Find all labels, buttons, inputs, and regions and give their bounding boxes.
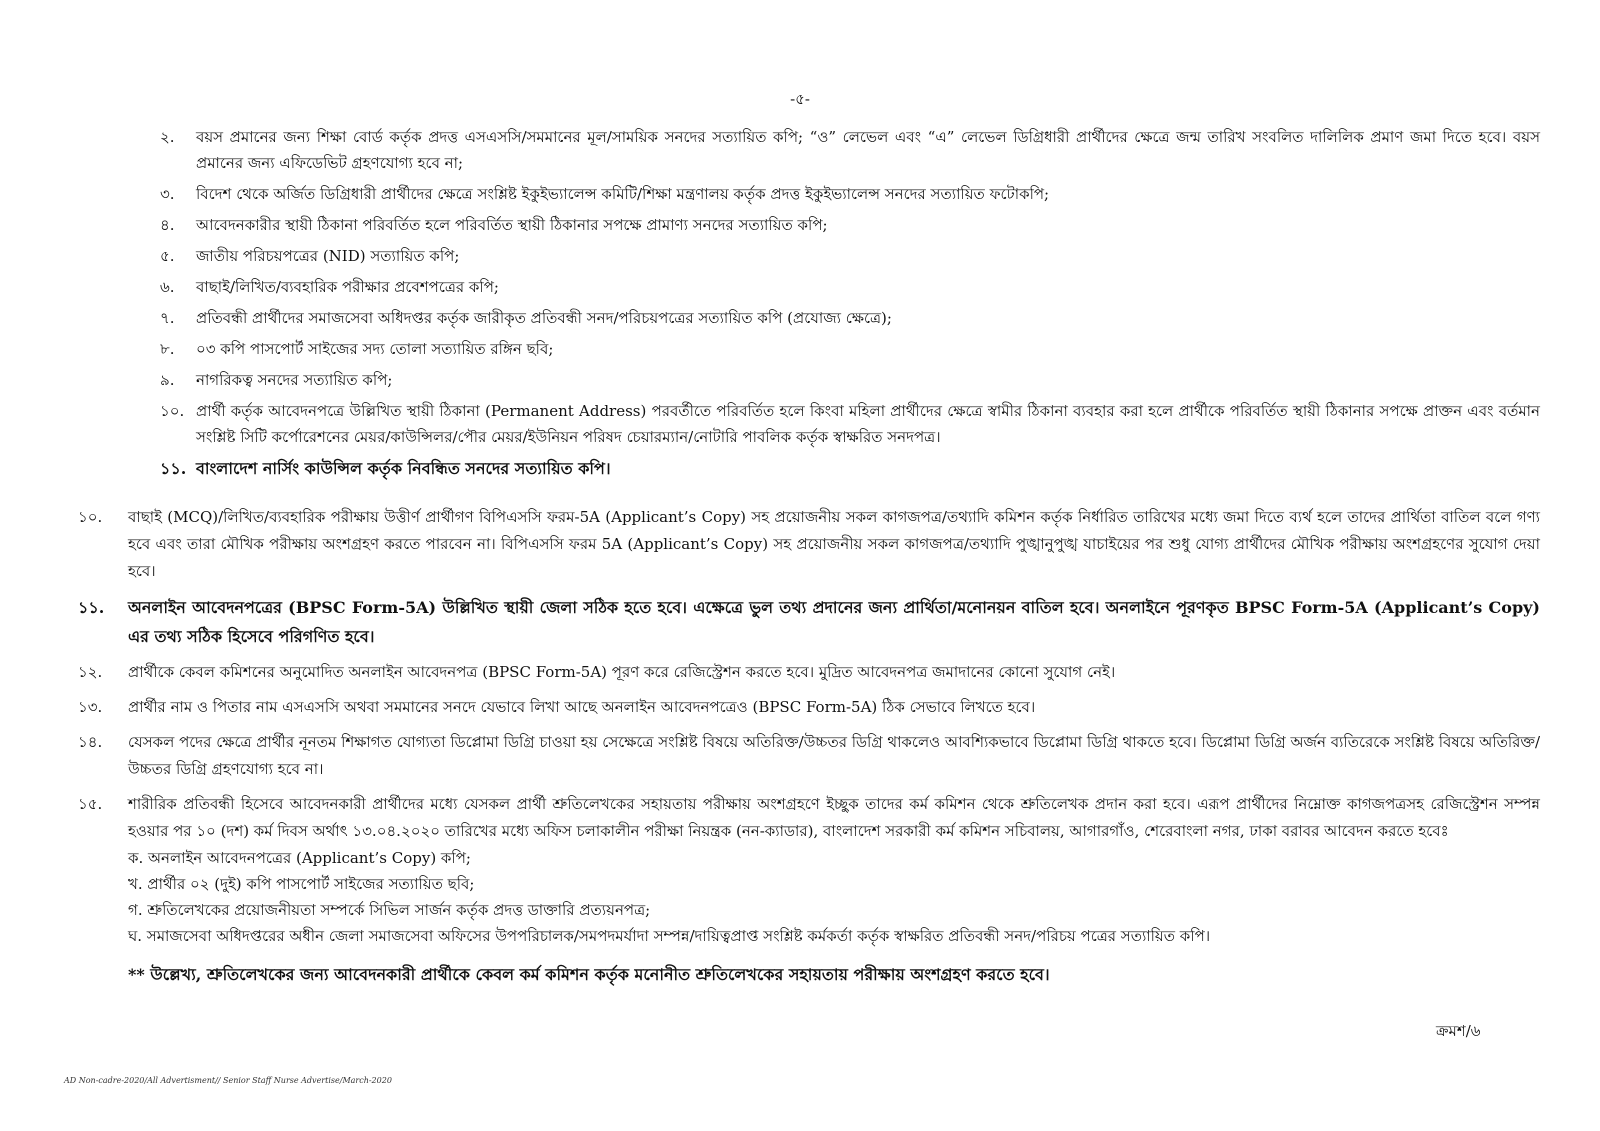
clause-item xyxy=(78,694,1540,721)
clause-text: যেসকল পদের ক্ষেত্রে প্রার্থীর নূনতম শিক্ষাগত যোগ্যতা ডিপ্লোমা ডিগ্রি চাওয়া হয় সেক্ষেত্রে সংশ্লিষ্ট বিষয়ে অতিরিক্ত/উচ্চতর ডিগ্রি থাকলেও আবশ্যিকভাবে ডিপ্লোমা ডিগ্রি থাকতে হবে। ডিপ্লোমা ডিগ্রি অর্জন ব্যতিরেকে সংশ্লিষ্ট বিষয়ে অতিরিক্ত/উচ্চতর ডিগ্রি গ্রহণযোগ্য হবে না। xyxy=(128,733,1540,778)
list-item-number: ৩. xyxy=(160,185,175,203)
list-item-text: বয়স প্রমানের জন্য শিক্ষা বোর্ড কর্তৃক প্রদত্ত এসএসসি/সমমানের মূল/সাময়িক সনদের সত্যায়িত কপি; “ও” লেভেল এবং “এ” লেভেল ডিগ্রিধারী প্রার্থীদের ক্ষেত্রে জন্ম তারিখ সংবলিত দালিলিক প্রমাণ জমা দিতে হবে। বয়স প্রমানের জন্য এফিডেভিট গ্রহণযোগ্য হবে না; xyxy=(196,128,1540,172)
footer-reference: AD Non-cadre-2020/All Advertisment// Senior Staff Nurse Advertise/March-2020 xyxy=(64,1076,392,1085)
list-item-text: আবেদনকারীর স্থায়ী ঠিকানা পরিবর্তিত হলে পরিবর্তিত স্থায়ী ঠিকানার সপক্ষে প্রামাণ্য সনদের সত্যায়িত কপি; xyxy=(196,216,828,234)
list-item-number: ৭. xyxy=(160,309,175,327)
list-item xyxy=(160,124,1540,176)
list-item xyxy=(160,336,1540,362)
clause-item xyxy=(78,729,1540,783)
clause-number: ১৫. xyxy=(78,795,103,813)
list-item-number: ৪. xyxy=(160,216,175,234)
clause-text: শারীরিক প্রতিবন্ধী হিসেবে আবেদনকারী প্রার্থীদের মধ্যে যেসকল প্রার্থী শ্রুতিলেখকের সহায়তায় পরীক্ষায় অংশগ্রহণে ইচ্ছুক তাদের কর্ম কমিশন থেকে শ্রুতিলেখক প্রদান করা হবে। এরূপ প্রার্থীদের নিম্নোক্ত কাগজপত্রসহ রেজিস্ট্রেশন সম্পন্ন হওয়ার পর ১০ (দশ) কর্ম দিবস অর্থাৎ ১৩.০৪.২০২০ তারিখের মধ্যে অফিস চলাকালীন পরীক্ষা নিয়ন্ত্রক (নন-ক্যাডার), বাংলাদেশ সরকারী কর্ম কমিশন সচিবালয়, আগারগাঁও, শেরেবাংলা নগর, ঢাকা বরাবর আবেদন করতে হবেঃ xyxy=(128,795,1540,840)
subitem: ক. অনলাইন আবেদনপত্রের (Applicant’s Copy) কপি; xyxy=(128,849,471,867)
clause-item xyxy=(78,659,1540,686)
list-item-text: জাতীয় পরিচয়পত্রের (NID) সত্যায়িত কপি; xyxy=(196,247,460,265)
clause-subitems xyxy=(128,845,1540,949)
list-item xyxy=(160,398,1540,450)
list-item-number: ২. xyxy=(160,128,175,146)
clause-text: বাছাই (MCQ)/লিখিত/ব্যবহারিক পরীক্ষায় উত্তীর্ণ প্রার্থীগণ বিপিএসসি ফরম-5A (Applicant’s Copy) সহ প্রয়োজনীয় সকল কাগজপত্র/তথ্যাদি কমিশন কর্তৃক নির্ধারিত তারিখের মধ্যে জমা দিতে ব্যর্থ হলে তাদের প্রার্থিতা বাতিল বলে গণ্য হবে এবং তারা মৌখিক পরীক্ষায় অংশগ্রহণ করতে পারবেন না। বিপিএসসি ফরম 5A (Applicant’s Copy) সহ প্রয়োজনীয় সকল কাগজপত্র/তথ্যাদি পুঙ্খানুপুঙ্খ যাচাইয়ের পর শুধু যোগ্য প্রার্থীদের মৌখিক পরীক্ষায় অংশগ্রহণের সুযোগ দেয়া হবে। xyxy=(128,508,1540,580)
list-item xyxy=(160,274,1540,300)
list-item-text: বাছাই/লিখিত/ব্যবহারিক পরীক্ষার প্রবেশপত্রের কপি; xyxy=(196,278,499,296)
document-main-list xyxy=(78,504,1540,957)
note-text: ** উল্লেখ্য, শ্রুতিলেখকের জন্য আবেদনকারী প্রার্থীকে কেবল কর্ম কমিশন কর্তৃক মনোনীত শ্রুতিলেখকের সহায়তায় পরীক্ষায় অংশগ্রহণ করতে হবে। xyxy=(128,965,1050,984)
clause-item xyxy=(78,791,1540,949)
list-item-number: ৯. xyxy=(160,371,175,389)
clause-number: ১৪. xyxy=(78,733,103,751)
list-item xyxy=(160,243,1540,269)
subitem: খ. প্রার্থীর ০২ (দুই) কপি পাসপোর্ট সাইজের সত্যায়িত ছবি; xyxy=(128,875,475,893)
clause-number: ১১. xyxy=(78,598,105,617)
clause-text: অনলাইন আবেদনপত্রের (BPSC Form-5A) উল্লিখিত স্থায়ী জেলা সঠিক হতে হবে। এক্ষেত্রে ভুল তথ্য প্রদানের জন্য প্রার্থিতা/মনোনয়ন বাতিল হবে। অনলাইনে পূরণকৃত BPSC Form-5A (Applicant’s Copy) এর তথ্য সঠিক হিসেবে পরিগণিত হবে। xyxy=(128,598,1540,646)
clause-text: প্রার্থীর নাম ও পিতার নাম এসএসসি অথবা সমমানের সনদে যেভাবে লিখা আছে অনলাইন আবেদনপত্রেও (BPSC Form-5A) ঠিক সেভাবে লিখতে হবে। xyxy=(128,698,1036,716)
list-item-number: ৫. xyxy=(160,247,175,265)
clause-item xyxy=(78,593,1540,651)
list-item-text: প্রার্থী কর্তৃক আবেদনপত্রে উল্লিখিত স্থায়ী ঠিকানা (Permanent Address) পরবর্তীতে পরিবর্তিত হলে কিংবা মহিলা প্রার্থীদের ক্ষেত্রে স্বামীর ঠিকানা ব্যবহার করা হলে প্রার্থীকে পরিবর্তিত স্থায়ী ঠিকানার সপক্ষে প্রাক্তন এবং বর্তমান সংশ্লিষ্ট সিটি কর্পোরেশনের মেয়র/কাউন্সিলর/পৌর মেয়র/ইউনিয়ন পরিষদ চেয়ারম্যান/নোটারি পাবলিক কর্তৃক স্বাক্ষরিত সনদপত্র। xyxy=(196,402,1540,446)
clause-number: ১০. xyxy=(78,508,103,526)
list-item xyxy=(160,456,1540,482)
list-item-text: প্রতিবন্ধী প্রার্থীদের সমাজসেবা অধিদপ্তর কর্তৃক জারীকৃত প্রতিবন্ধী সনদ/পরিচয়পত্রের সত্যায়িত কপি (প্রযোজ্য ক্ষেত্রে); xyxy=(196,309,892,327)
list-item-text: বাংলাদেশ নার্সিং কাউন্সিল কর্তৃক নিবন্ধিত সনদের সত্যায়িত কপি। xyxy=(196,459,611,478)
clause-body xyxy=(128,791,1540,949)
document-sublist xyxy=(160,124,1540,487)
list-item-number: ৮. xyxy=(160,340,175,358)
subitem: ঘ. সমাজসেবা অধিদপ্তরের অধীন জেলা সমাজসেবা অফিসের উপপরিচালক/সমপদমর্যাদা সম্পন্ন/দায়িত্বপ্রাপ্ত সংশ্লিষ্ট কর্মকর্তা কর্তৃক স্বাক্ষরিত প্রতিবন্ধী সনদ/পরিচয় পত্রের সত্যায়িত কপি। xyxy=(128,927,1211,945)
list-item-text: নাগরিকত্ব সনদের সত্যায়িত কপি; xyxy=(196,371,393,389)
list-item-number: ১১. xyxy=(160,459,187,478)
list-item-text: ০৩ কপি পাসপোর্ট সাইজের সদ্য তোলা সত্যায়িত রঙ্গিন ছবি; xyxy=(196,340,554,358)
clause-number: ১৩. xyxy=(78,698,103,716)
page-number: -৫- xyxy=(790,90,810,108)
clause-item xyxy=(78,504,1540,585)
list-item xyxy=(160,305,1540,331)
list-item xyxy=(160,367,1540,393)
list-item xyxy=(160,212,1540,238)
clause-number: ১২. xyxy=(78,663,103,681)
clause-text: প্রার্থীকে কেবল কমিশনের অনুমোদিত অনলাইন আবেদনপত্র (BPSC Form-5A) পূরণ করে রেজিস্ট্রেশন করতে হবে। মুদ্রিত আবেদনপত্র জমাদানের কোনো সুযোগ নেই। xyxy=(128,663,1116,681)
list-item-text: বিদেশ থেকে অর্জিত ডিগ্রিধারী প্রার্থীদের ক্ষেত্রে সংশ্লিষ্ট ইকুইভ্যালেন্স কমিটি/শিক্ষা মন্ত্রণালয় কর্তৃক প্রদত্ত ইকুইভ্যালেন্স সনদের সত্যায়িত ফটোকপি; xyxy=(196,185,1050,203)
list-item-number: ১০. xyxy=(160,402,185,420)
list-item-number: ৬. xyxy=(160,278,175,296)
subitem: গ. শ্রুতিলেখকের প্রয়োজনীয়তা সম্পর্কে সিভিল সার্জন কর্তৃক প্রদত্ত ডাক্তারি প্রত্যয়নপত্র; xyxy=(128,901,651,919)
list-item xyxy=(160,181,1540,207)
continued-marker: ক্রমশ/৬ xyxy=(1436,1022,1481,1040)
